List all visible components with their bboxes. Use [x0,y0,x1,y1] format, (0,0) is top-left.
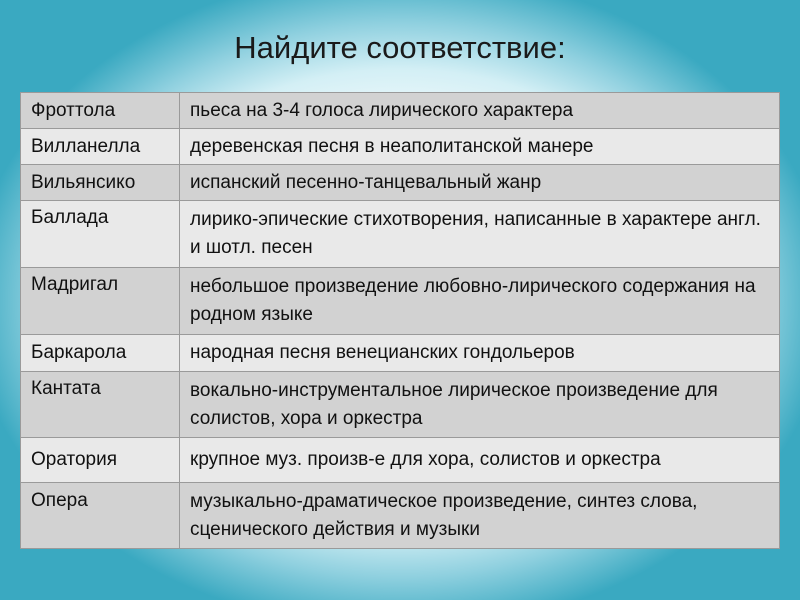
term-cell: Фроттола [21,93,180,129]
definition-cell: народная песня венецианских гондольеров [180,335,780,372]
term-cell: Баркарола [21,335,180,372]
definition-cell: деревенская песня в неаполитанской манере [180,129,780,165]
slide-title: Найдите соответствие: [234,30,566,65]
table-row [21,372,780,438]
term-cell: Вильянсико [21,165,180,201]
table-row [21,483,780,549]
table-row [21,201,780,268]
definition-cell: небольшое произведение любовно-лирического содержания на родном языке [180,268,780,335]
definition-cell: крупное муз. произв-е для хора, солистов и оркестра [180,438,780,483]
term-cell: Опера [21,483,180,549]
table-row [21,93,780,129]
definition-cell: лирико-эпические стихотворения, написанные в характере англ. и шотл. песен [180,201,780,268]
term-cell: Мадригал [21,268,180,335]
table-row [21,335,780,372]
definition-cell: испанский песенно-танцевальный жанр [180,165,780,201]
term-cell: Оратория [21,438,180,483]
matching-table [20,92,780,549]
table-row [21,129,780,165]
table-row [21,438,780,483]
term-cell: Вилланелла [21,129,180,165]
table-row [21,165,780,201]
table-row [21,268,780,335]
term-cell: Баллада [21,201,180,268]
definition-cell: пьеса на 3-4 голоса лирического характера [180,93,780,129]
term-cell: Кантата [21,372,180,438]
definition-cell: музыкально-драматическое произведение, синтез слова, сценического действия и музыки [180,483,780,549]
definition-cell: вокально-инструментальное лирическое произведение для солистов, хора и оркестра [180,372,780,438]
